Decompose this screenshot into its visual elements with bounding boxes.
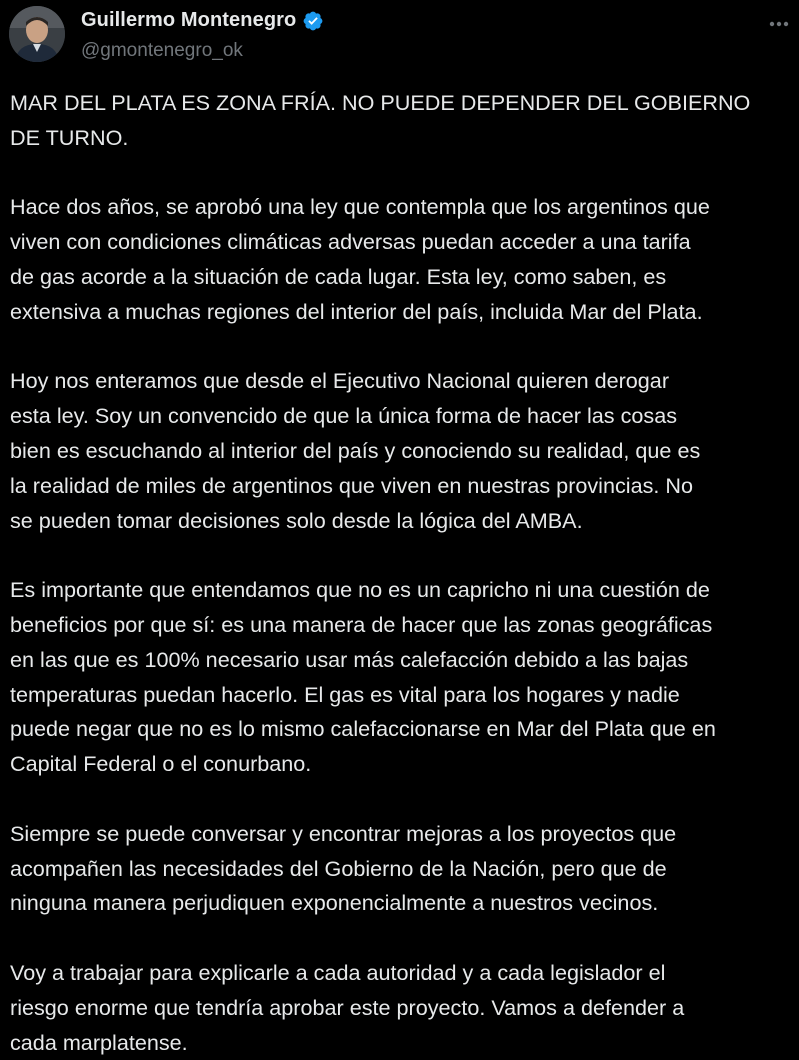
tweet-paragraph	[10, 86, 799, 156]
tweet-paragraph	[10, 956, 799, 1060]
text-line: la realidad de miles de argentinos que viven en nuestras provincias. No	[10, 472, 693, 498]
more-options-button[interactable]	[764, 12, 794, 36]
text-line: temperaturas puedan hacerlo. El gas es vital para los hogares y nadie	[10, 681, 680, 707]
text-line: beneficios por que sí: es una manera de hacer que las zonas geográficas	[10, 611, 713, 637]
text-line: acompañen las necesidades del Gobierno de la Nación, pero que de	[10, 855, 667, 881]
tweet-paragraph	[10, 817, 799, 921]
text-line: Siempre se puede conversar y encontrar mejoras a los proyectos que	[10, 820, 677, 846]
text-line: DE TURNO.	[10, 124, 129, 150]
text-line: Es importante que entendamos que no es un capricho ni una cuestión de	[10, 577, 710, 603]
text-line: bien es escuchando al interior del país y conociendo su realidad, que es	[10, 437, 701, 463]
avatar[interactable]	[9, 6, 65, 62]
author-name-row	[81, 9, 324, 32]
text-line: Hoy nos enteramos que desde el Ejecutivo Nacional quieren derogar	[10, 368, 670, 394]
text-line: ninguna manera perjudiquen exponencialmente a nuestros vecinos.	[10, 890, 659, 916]
text-line: esta ley. Soy un convencido de que la única forma de hacer las cosas	[10, 403, 678, 429]
text-line: viven con condiciones climáticas adversas puedan acceder a una tarifa	[10, 229, 691, 255]
text-line: de gas acorde a la situación de cada lugar. Esta ley, como saben, es	[10, 263, 667, 289]
tweet-paragraph	[10, 364, 799, 538]
author-handle[interactable]: @gmontenegro_ok	[81, 40, 243, 61]
tweet-text	[10, 86, 799, 1060]
verified-badge-icon	[302, 10, 324, 32]
text-line: cada marplatense.	[10, 1029, 188, 1055]
text-line: Capital Federal o el conurbano.	[10, 751, 312, 777]
text-line: Hace dos años, se aprobó una ley que contempla que los argentinos que	[10, 194, 710, 220]
tweet-header	[0, 0, 799, 75]
author-display-name[interactable]: Guillermo Montenegro	[81, 9, 297, 31]
text-line: en las que es 100% necesario usar más calefacción debido a las bajas	[10, 646, 689, 672]
text-line: puede negar que no es lo mismo calefaccionarse en Mar del Plata que en	[10, 716, 716, 742]
text-line: se pueden tomar decisiones solo desde la lógica del AMBA.	[10, 507, 583, 533]
text-line: Voy a trabajar para explicarle a cada autoridad y a cada legislador el	[10, 959, 666, 985]
text-line: extensiva a muchas regiones del interior del país, incluida Mar del Plata.	[10, 298, 703, 324]
tweet-paragraph	[10, 190, 799, 329]
tweet-paragraph	[10, 573, 799, 782]
text-line: MAR DEL PLATA ES ZONA FRÍA. NO PUEDE DEPENDER DEL GOBIERNO	[10, 90, 751, 115]
text-line: riesgo enorme que tendría aprobar este proyecto. Vamos a defender a	[10, 994, 685, 1020]
more-horizontal-icon	[764, 12, 794, 36]
